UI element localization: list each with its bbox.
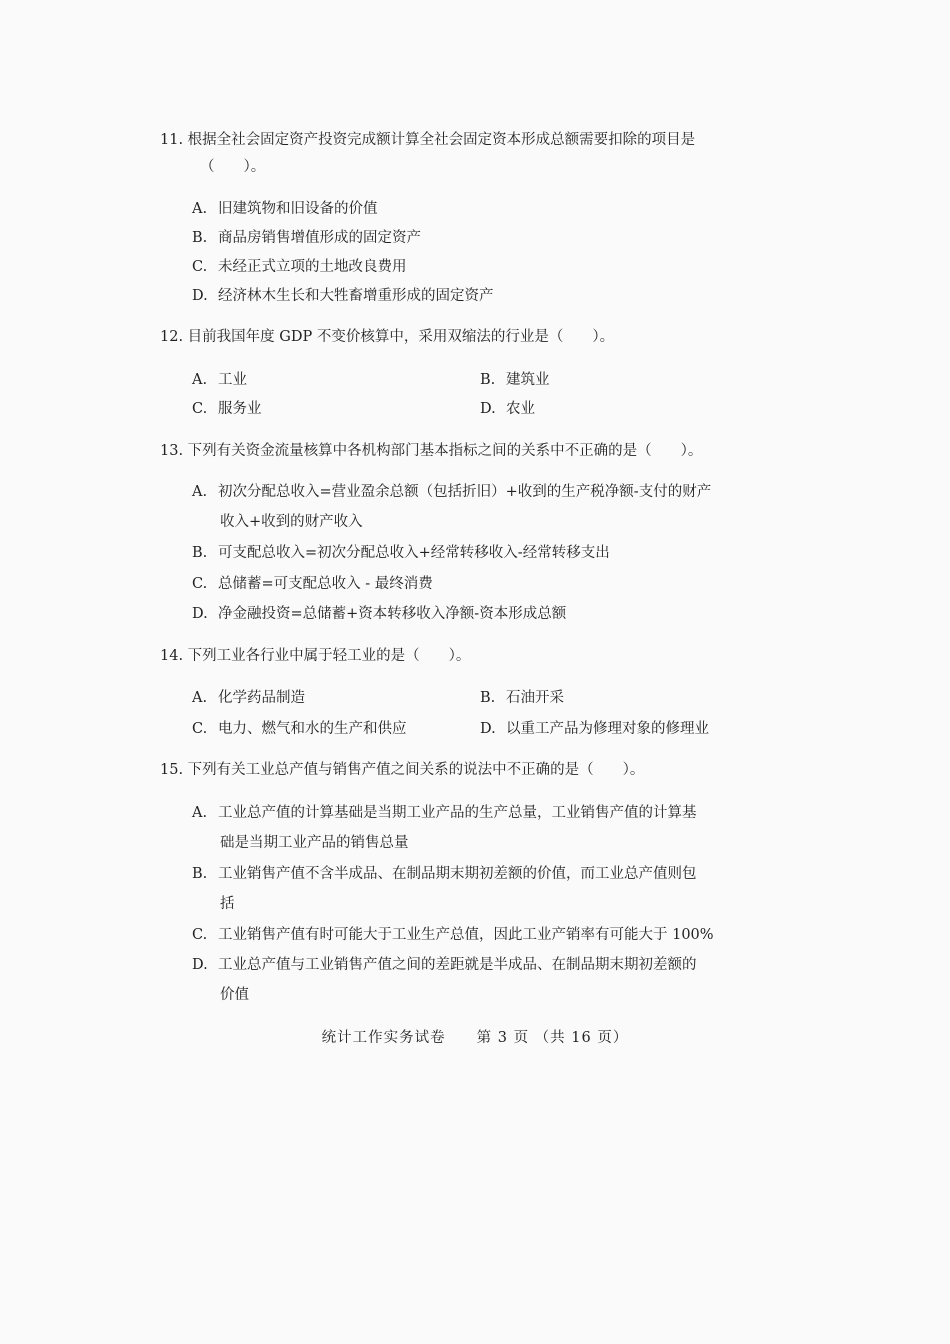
q15-option-b: B. 工业销售产值不含半成品、在制品期末期初差额的价值，而工业总产值则包 — [192, 866, 697, 882]
q11-option-d: D. 经济林木生长和大牲畜增重形成的固定资产 — [192, 288, 494, 304]
page-footer: 统计工作实务试卷 第 3 页 （共 16 页） — [321, 1030, 629, 1046]
q12-option-c: C. 服务业 — [192, 401, 262, 417]
q14-option-c: C. 电力、燃气和水的生产和供应 — [192, 721, 407, 737]
q14-option-b: B. 石油开采 — [480, 690, 564, 706]
question-13: 13. 下列有关资金流量核算中各机构部门基本指标之间的关系中不正确的是（ ）。 — [160, 443, 703, 459]
question-15: 15. 下列有关工业总产值与销售产值之间关系的说法中不正确的是（ ）。 — [160, 762, 645, 778]
q13-option-a: A. 初次分配总收入=营业盈余总额（包括折旧）+收到的生产税净额-支付的财产 — [192, 484, 712, 500]
q15-option-d-cont: 价值 — [220, 987, 249, 1003]
q12-option-d: D. 农业 — [480, 401, 535, 417]
q11-option-c: C. 未经正式立项的土地改良费用 — [192, 259, 407, 275]
q13-option-c: C. 总储蓄=可支配总收入 - 最终消费 — [192, 576, 433, 592]
q15-option-a: A. 工业总产值的计算基础是当期工业产品的生产总量，工业销售产值的计算基 — [192, 805, 697, 821]
question-14: 14. 下列工业各行业中属于轻工业的是（ ）。 — [160, 648, 471, 664]
q11-option-b: B. 商品房销售增值形成的固定资产 — [192, 230, 421, 246]
q13-option-d: D. 净金融投资=总储蓄+资本转移收入净额-资本形成总额 — [192, 606, 567, 622]
question-11: 11. 根据全社会固定资产投资完成额计算全社会固定资本形成总额需要扣除的项目是 — [160, 132, 696, 148]
q15-option-b-cont: 括 — [220, 896, 235, 912]
q15-option-c: C. 工业销售产值有时可能大于工业生产总值，因此工业产销率有可能大于 100% — [192, 927, 714, 943]
q15-option-a-cont: 础是当期工业产品的销售总量 — [220, 835, 409, 851]
q13-option-b: B. 可支配总收入=初次分配总收入+经常转移收入-经常转移支出 — [192, 545, 610, 561]
q12-option-a: A. 工业 — [192, 372, 247, 388]
q14-option-d: D. 以重工产品为修理对象的修理业 — [480, 721, 709, 737]
q12-option-b: B. 建筑业 — [480, 372, 550, 388]
question-11-blank: （ ）。 — [200, 159, 266, 175]
q14-option-a: A. 化学药品制造 — [192, 690, 305, 706]
q13-option-a-cont: 收入+收到的财产收入 — [220, 514, 363, 530]
q15-option-d: D. 工业总产值与工业销售产值之间的差距就是半成品、在制品期末期初差额的 — [192, 957, 697, 973]
question-12: 12. 目前我国年度 GDP 不变价核算中，采用双缩法的行业是（ ）。 — [160, 329, 615, 345]
q11-option-a: A. 旧建筑物和旧设备的价值 — [192, 201, 378, 217]
